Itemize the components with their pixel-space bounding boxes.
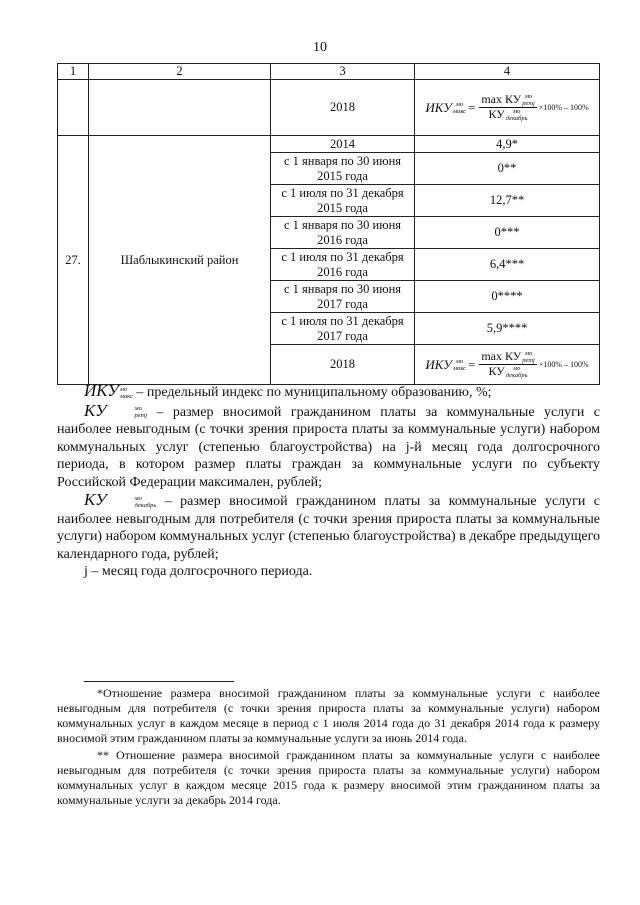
value-cell: 6,4***	[415, 249, 600, 281]
kur-sub: ретj	[134, 412, 148, 420]
formula-tail: ×100% – 100%	[538, 360, 589, 369]
header-cell-3: 3	[271, 64, 415, 80]
formula-lhs-sub: макс	[452, 107, 466, 115]
formula	[425, 93, 588, 123]
period-cell: с 1 июля по 31 декабря 2017 года	[271, 313, 415, 345]
period-cell: 2018	[271, 80, 415, 136]
formula-den: КУ	[488, 364, 505, 378]
value-cell: 0****	[415, 281, 600, 313]
iku-sub: макс	[119, 392, 133, 400]
value-cell: 4,9*	[415, 136, 600, 153]
page-number: 10	[313, 40, 327, 55]
formula-lhs-sub: макс	[452, 364, 466, 372]
footnote-divider	[84, 681, 234, 682]
kud-sup: мо	[134, 494, 142, 502]
kud-sub: декабрь	[134, 501, 157, 509]
period-cell: с 1 января по 30 июня 2015 года	[271, 153, 415, 185]
iku-symbol: ИКУ	[84, 381, 119, 400]
formula-tail: ×100% – 100%	[538, 103, 589, 112]
formula-num: max КУ	[481, 348, 522, 363]
formula-eq: =	[468, 100, 476, 115]
iku-text: – предельный индекс по муниципальному образованию, %;	[132, 385, 492, 400]
footnote-2: ** Отношение размера вносимой гражданином платы за коммунальные услуги с наиболее невыгодным для потребителя (с точки зрения прироста платы за коммунальные услуги) набором коммунальных услуг в каждом месяце 2015 года к размеру вносимой этим гражданином платы за коммунальные услуги за декабрь 2014 года.	[57, 748, 600, 807]
header-cell-4: 4	[415, 64, 600, 80]
value-cell: 12,7**	[415, 185, 600, 217]
period-cell: с 1 января по 30 июня 2016 года	[271, 217, 415, 249]
district-cell	[89, 80, 271, 136]
period-cell: 2014	[271, 136, 415, 153]
definition-j: j – месяц года долгосрочного периода.	[84, 564, 313, 579]
period-cell: с 1 июля по 31 декабря 2015 года	[271, 185, 415, 217]
formula-num-sub: ретj	[522, 357, 535, 364]
table-header-row	[58, 64, 600, 80]
footnotes	[57, 686, 600, 810]
formula-den-sup: мо	[513, 365, 521, 373]
formula-cell	[415, 80, 600, 136]
row-number-cell: 27.	[58, 136, 89, 385]
formula-den: КУ	[488, 107, 505, 121]
formula-lhs-sup: мо	[455, 100, 464, 108]
definition-kur	[57, 402, 600, 492]
header-cell-1: 1	[58, 64, 89, 80]
table-row	[58, 80, 600, 136]
formula-lhs: ИКУ	[425, 357, 452, 372]
formula-den-sub: декабрь	[505, 372, 528, 380]
period-cell: с 1 июля по 31 декабря 2016 года	[271, 249, 415, 281]
formula-num-sup: мо	[524, 350, 533, 357]
formula-den-sub: декабрь	[505, 115, 528, 123]
kur-symbol: КУ	[84, 400, 107, 420]
formula-num-sup: мо	[524, 93, 533, 100]
value-cell: 5,9****	[415, 313, 600, 345]
row-number-cell	[58, 80, 89, 136]
table-row	[58, 136, 600, 153]
iku-sup: мо	[119, 385, 128, 393]
formula-lhs-sup: мо	[455, 357, 464, 365]
formula-num: max КУ	[481, 91, 522, 106]
value-cell: 0**	[415, 153, 600, 185]
period-cell: 2018	[271, 345, 415, 385]
value-cell: 0***	[415, 217, 600, 249]
definition-iku	[84, 382, 600, 402]
kud-symbol: КУ	[84, 490, 107, 509]
index-table	[57, 63, 600, 385]
kud-text: – размер вносимой гражданином платы за коммунальные услуги с наиболее невыгодным для потребителя (с точки зрения прироста платы за коммунальные услуги) набором коммунальных услуг (степенью благоустройства) в декабре предыдущего календарного года, рублей;	[57, 494, 600, 562]
district-cell: Шаблыкинский район	[89, 136, 271, 385]
kur-text: – размер вносимой гражданином платы за коммунальные услуги с наиболее невыгодным (с точки зрения прироста платы за коммунальные услуги) набором коммунальных услуг (степенью благоустройства) на j-й месяц года долгосрочного периода, в котором размер платы граждан за коммунальные услуги по субъекту Российской Федерации максимален, рублей;	[57, 404, 600, 490]
formula-cell	[415, 345, 600, 385]
formula-lhs: ИКУ	[425, 100, 452, 115]
kur-sup: мо	[134, 405, 142, 413]
formula-den-sup: мо	[513, 108, 521, 116]
header-cell-2: 2	[89, 64, 271, 80]
definitions	[57, 381, 600, 581]
formula-eq: =	[468, 357, 476, 372]
formula	[425, 350, 588, 380]
formula-num-sub: ретj	[522, 100, 535, 107]
period-cell: с 1 января по 30 июня 2017 года	[271, 281, 415, 313]
footnote-1: *Отношение размера вносимой гражданином платы за коммунальные услуги с наиболее невыгодным для потребителя (с точки зрения прироста платы за коммунальные услуги) набором коммунальных услуг в каждом месяце в период с 1 июля 2014 года до 31 декабря 2014 года к размеру вносимой этим гражданином платы за коммунальные услуги за июнь 2014 года.	[57, 686, 600, 745]
definition-kud	[57, 491, 600, 563]
formula-fraction	[479, 93, 536, 123]
formula-fraction	[479, 350, 536, 380]
